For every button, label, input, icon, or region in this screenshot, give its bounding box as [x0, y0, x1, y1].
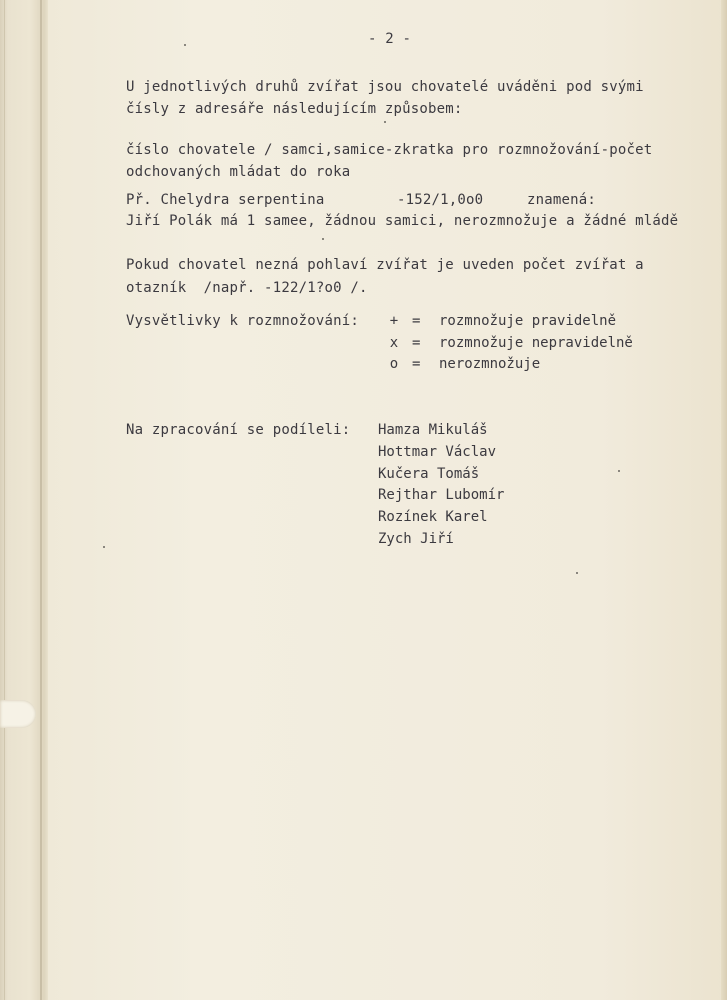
binding-notch	[0, 700, 36, 728]
intro-line-1: U jednotlivých druhů zvířat jsou chovatelé uváděni pod svými	[126, 79, 644, 95]
example-means: znamená:	[527, 192, 597, 208]
paper-speck	[384, 121, 386, 123]
unknown-sex-line-1: Pokud chovatel nezná pohlaví zvířat je uveden počet zvířat a	[126, 257, 644, 273]
legend-label: Vysvětlivky k rozmnožování:	[126, 313, 359, 329]
legend-equals: =	[412, 356, 421, 372]
intro-line-2: čísly z adresáře následujícím způsobem:	[126, 101, 463, 117]
page-number: - 2 -	[368, 31, 412, 47]
binding-fold	[40, 0, 42, 1000]
example-explanation: Jiří Polák má 1 samee, žádnou samici, nerozmnožuje a žádné mládě	[126, 213, 679, 229]
legend-symbol: o	[389, 356, 399, 372]
contributor-name: Rejthar Lubomír	[378, 487, 505, 503]
legend-equals: =	[412, 313, 421, 329]
contributor-name: Rozínek Karel	[378, 509, 488, 525]
format-line-2: odchovaných mládat do roka	[126, 164, 351, 180]
format-line-1: číslo chovatele / samci,samice-zkratka pro rozmnožování-počet	[126, 142, 653, 158]
binding-edge	[4, 0, 5, 1000]
contributor-name: Kučera Tomáš	[378, 466, 480, 482]
paper-speck	[322, 238, 324, 240]
contributor-name: Hamza Mikuláš	[378, 422, 488, 438]
contributor-name: Zych Jiří	[378, 531, 454, 547]
paper-speck	[184, 44, 186, 46]
contributors-label: Na zpracování se podíleli:	[126, 422, 351, 438]
legend-symbol: +	[389, 313, 399, 329]
legend-equals: =	[412, 335, 421, 351]
legend-description: rozmnožuje pravidelně	[439, 313, 617, 329]
contributor-name: Hottmar Václav	[378, 444, 497, 460]
paper-speck	[576, 572, 578, 574]
legend-symbol: x	[389, 335, 399, 351]
unknown-sex-line-2: otazník /např. -122/1?o0 /.	[126, 280, 368, 296]
legend-description: nerozmnožuje	[439, 356, 541, 372]
legend-description: rozmnožuje nepravidelně	[439, 335, 633, 351]
example-prefix: Př. Chelydra serpentina	[126, 192, 325, 208]
page-edge	[721, 0, 727, 1000]
paper-speck	[103, 546, 105, 548]
example-code: -152/1,0o0	[397, 192, 484, 208]
paper-speck	[618, 470, 620, 472]
